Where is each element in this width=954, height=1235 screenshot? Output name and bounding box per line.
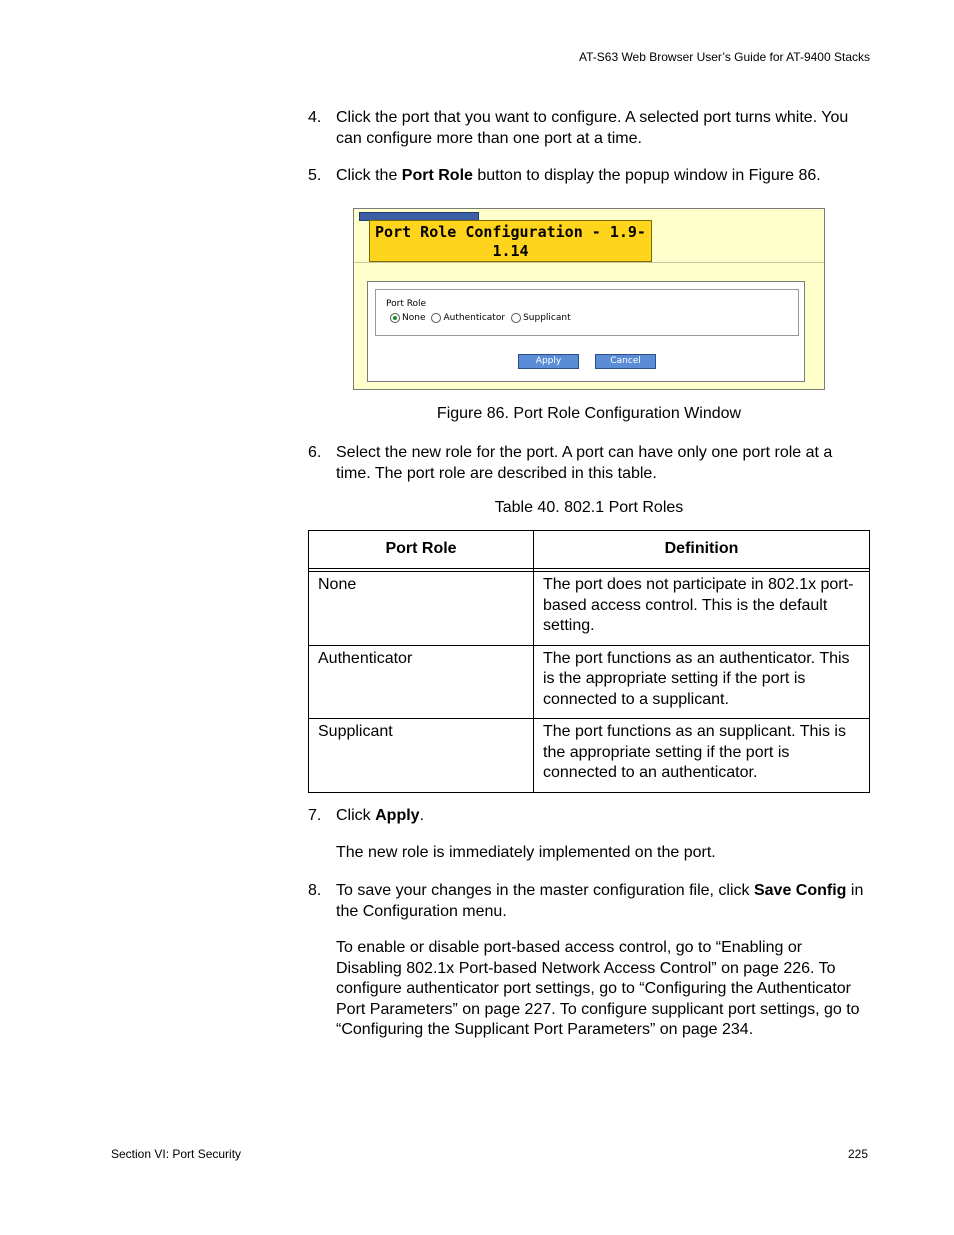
- config-panel: [367, 281, 805, 382]
- step-text: [336, 806, 870, 827]
- port-roles-table: [308, 530, 870, 793]
- step-text: [336, 166, 870, 187]
- step-text-post: in the Configuration menu.: [336, 882, 864, 920]
- step-number: 4.: [308, 109, 322, 126]
- table-cell-definition: The port functions as an authenticator. This is the appropriate setting if the port is connected to a supplicant.: [534, 645, 870, 719]
- step-number: 5.: [308, 167, 322, 184]
- table-cell-role: None: [309, 572, 534, 646]
- step-text-bold: Save Config: [753, 882, 847, 899]
- step-8-note: To enable or disable port-based access control, go to “Enabling or Disabling 802.1x Port-based Network Access Control” on page 226. To configure authenticator port settings, go to “Configuring the Authenticator Port Parameters” on page 227. To configure supplicant port settings, go to “Configuring the Supplicant Port Parameters” on page 234.: [336, 939, 860, 1038]
- radio-authenticator-label: Authenticator: [443, 313, 506, 323]
- table-header-row: [309, 531, 870, 569]
- step-number: 8.: [308, 882, 322, 899]
- radio-supplicant[interactable]: [511, 313, 521, 323]
- table-row: [309, 645, 870, 719]
- radio-none[interactable]: [390, 313, 400, 323]
- step-text: Select the new role for the port. A port can have only one port role at a time. The port role are described in this table.: [336, 444, 833, 482]
- port-role-config-window: [353, 208, 825, 390]
- step-text-post: .: [419, 807, 425, 824]
- step-text: Click the port that you want to configure. A selected port turns white. You can configure more than one port at a time.: [336, 109, 849, 147]
- table-cell-definition: The port functions as an supplicant. This is the appropriate setting if the port is connected to an authenticator.: [534, 719, 870, 793]
- step-text-pre: Click the: [336, 167, 402, 184]
- running-header: AT-S63 Web Browser User’s Guide for AT-9400 Stacks: [578, 50, 870, 64]
- table-cell-role: Supplicant: [309, 719, 534, 793]
- window-title: Port Role Configuration - 1.9-1.14: [369, 220, 652, 262]
- radio-none-label: None: [402, 313, 426, 323]
- table-row: [309, 719, 870, 793]
- figure-caption: Figure 86. Port Role Configuration Window: [436, 405, 742, 422]
- step-7-note: The new role is immediately implemented on the port.: [336, 844, 716, 861]
- table-header-definition: Definition: [534, 531, 870, 569]
- step-text-pre: Click: [336, 807, 376, 824]
- table-cell-definition: The port does not participate in 802.1x port-based access control. This is the default setting.: [534, 572, 870, 646]
- cancel-button[interactable]: Cancel: [595, 354, 656, 369]
- apply-button[interactable]: Apply: [518, 354, 579, 369]
- step-number: 6.: [308, 444, 322, 461]
- step-text-post: button to display the popup window in Figure 86.: [472, 167, 821, 184]
- table-caption: Table 40. 802.1 Port Roles: [494, 499, 684, 516]
- radio-supplicant-label: Supplicant: [523, 313, 571, 323]
- step-text-bold: Apply: [375, 807, 420, 824]
- footer-section: Section VI: Port Security: [111, 1147, 242, 1161]
- step-text-bold: Port Role: [401, 167, 473, 184]
- port-role-options: [390, 313, 577, 323]
- port-role-group: [375, 289, 799, 336]
- step-text: [336, 881, 870, 922]
- step-number: 7.: [308, 807, 322, 824]
- table-row: [309, 572, 870, 646]
- title-divider: [354, 262, 824, 263]
- footer-page-number: 225: [847, 1147, 868, 1161]
- table-cell-role: Authenticator: [309, 645, 534, 719]
- port-role-group-label: Port Role: [386, 299, 427, 309]
- step-text-pre: To save your changes in the master configuration file, click: [336, 882, 754, 899]
- radio-authenticator[interactable]: [431, 313, 441, 323]
- table-header-port-role: Port Role: [309, 531, 534, 569]
